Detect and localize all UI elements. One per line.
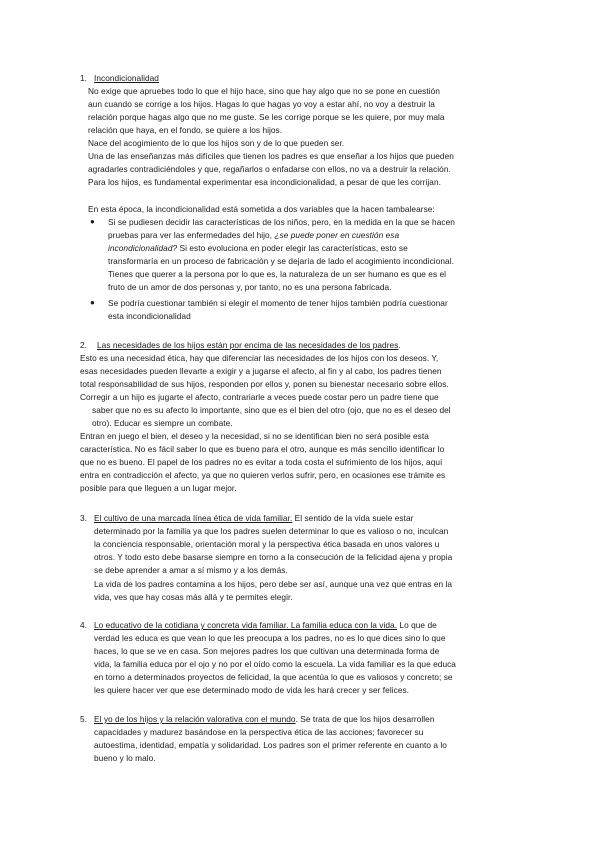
paragraph-line: Corregir a un hijo es jugarte el afecto, contrariarle a veces puede costar pero un padre tiene que (80, 392, 439, 402)
section-title: El cultivo de una marcada línea ética de vida familiar. El sentido de la vida suele estar (94, 513, 414, 523)
paragraph-line: relación que haya, en el fondo, se quiere a los hijos. (88, 125, 283, 135)
paragraph-line: otro). Educar es siempre un combate. (92, 418, 233, 428)
paragraph-line: saber que no es su afecto lo importante, sino que es el bien del otro (ojo, que no es el deseo del (92, 405, 451, 415)
section-title: Las necesidades de los hijos están por encima de las necesidades de los padres. (97, 340, 401, 350)
paragraph-line: autoestima, identidad, empatía y solidaridad. Los padres son el primer referente en cuanto a lo (94, 740, 447, 750)
paragraph-line: otros. Y todo esto debe basarse siempre en torno a la consecución de la felicidad ajena y propia (94, 552, 453, 562)
bullet-line: Tienes que querer a la persona por lo que es, la naturaleza de un ser humano es que es el (108, 269, 447, 279)
paragraph-line: les quiere hacer ver que ese determinado modo de vida les hará crecer y ser felices. (94, 685, 410, 695)
paragraph-line: agradarles contradiciéndoles y que, regañarlos o enfadarse con ellos, no va a destruir la relación. (88, 164, 451, 174)
section-number: 2. (80, 340, 87, 350)
bullet-line: transformaría en un proceso de fabricación y se dejaría de lado el acogimiento incondicional. (108, 256, 454, 266)
paragraph-line: Entran en juego el bien, el deseo y la necesidad, si no se identifican bien no será posible esta (80, 431, 429, 441)
bullet-line: fruto de un amor de dos personas y, por tanto, no es una persona fabricada. (108, 282, 392, 292)
paragraph-line: característica. No es fácil saber lo que es bueno para el otro, aunque es más sencillo identificar lo (80, 444, 445, 454)
paragraph-line: capacidades y madurez basándose en la perspectiva ética de las acciones; favorecer su (94, 727, 424, 737)
paragraph-line: posible para que lleguen a un lugar mejor. (80, 483, 237, 493)
section-title: Incondicionalidad (94, 73, 159, 83)
paragraph-line: vida, la familia educa por el ojo y no por el oído como la escuela. La vida familiar es la que educa (94, 659, 456, 669)
paragraph-line: Esto es una necesidad ética, hay que diferenciar las necesidades de los hijos con los deseos. Y, (80, 353, 439, 363)
paragraph-line: en torno a determinados proyectos de felicidad, la que acentúa lo que es valiosos y concreto; se (94, 672, 453, 682)
paragraph-line: Para los hijos, es fundamental experimentar esa incondicionalidad, a pesar de que les corrijan. (88, 177, 441, 187)
paragraph-line: la conciencia responsable, orientación moral y la perspectiva ética basada en unos valores u (94, 539, 440, 549)
section-title: Lo educativo de la cotidiana y concreta vida familiar. La familia educa con la vida. Lo que de (94, 620, 437, 630)
paragraph-line: relación porque hagas algo que no me guste. Se les corrige porque se les quiere, por muy mala (88, 112, 445, 122)
paragraph-line: En esta época, la incondicionalidad está sometida a dos variables que la hacen tambalearse: (88, 204, 435, 214)
paragraph-line: vida, ves que hay cosas más allá y te permites elegir. (94, 592, 293, 602)
bullet-icon: ● (90, 217, 95, 226)
paragraph-line: que no es bueno. El papel de los padres no es evitar a toda costa el sufrimiento de los hijos, aquí (80, 457, 443, 467)
bullet-line: esta incondicionalidad (108, 311, 191, 321)
bullet-icon: ● (90, 298, 95, 307)
section-title: El yo de los hijos y la relación valorativa con el mundo. Se trata de que los hijos desarrollen (94, 714, 435, 724)
bullet-line: incondicionalidad? Si esto evoluciona en poder elegir las características, esto se (108, 243, 408, 253)
paragraph-line: entra en contradicción el afecto, ya que no quieren verlos sufrir, pero, en ocasiones ese trámite es (80, 470, 446, 480)
bullet-line: Si se pudiesen decidir las características de los niños, pero, en la medida en la que se hacen (108, 217, 455, 227)
section-number: 1. (80, 73, 87, 83)
section-number: 3. (80, 513, 87, 523)
paragraph-line: determinado por la familia ya que los padres suelen determinar lo que es valioso o no, inculcan (94, 526, 449, 536)
bullet-line: Se podría cuestionar también si elegir el momento de tener hijos también podría cuestionar (108, 298, 448, 308)
paragraph-line: bueno y lo malo. (94, 753, 156, 763)
paragraph-line: haces, lo que se ve en casa. Son mejores padres los que cultivan una determinada forma de (94, 646, 440, 656)
paragraph-line: No exige que apruebes todo lo que el hijo hace, sino que hay algo que no se pone en cuestión (88, 86, 440, 96)
paragraph-line: La vida de los padres contamina a los hijos, pero debe ser así, aunque una vez que entras en la (94, 579, 453, 589)
section-number: 4. (80, 620, 87, 630)
paragraph-line: total responsabilidad de sus hijos, responden por ellos y, ponen su bienestar necesario sobre ellos. (80, 379, 449, 389)
paragraph-line: se debe aprender a amar a sí mismo y a los demás. (94, 565, 288, 575)
bullet-line: pruebas para ver las enfermedades del hijo, ¿se puede poner en cuestión esa (108, 230, 400, 240)
paragraph-line: Una de las enseñanzas más difíciles que tienen los padres es que enseñar a los hijos que pueden (88, 151, 454, 161)
section-number: 5. (80, 714, 87, 724)
paragraph-line: Nace del acogimiento de lo que los hijos son y de lo que pueden ser. (88, 138, 345, 148)
paragraph-line: verdad les educa es que vean lo que les preocupa a los padres, no es lo que dices sino lo que (94, 633, 446, 643)
paragraph-line: aun cuando se corrige a los hijos. Hagas lo que hagas yo voy a estar ahí, no voy a destruir la (88, 99, 435, 109)
paragraph-line: esas necesidades pueden llevarte a exigir y a jugarse el afecto, al fin y al cabo, los padres tienen (80, 366, 442, 376)
